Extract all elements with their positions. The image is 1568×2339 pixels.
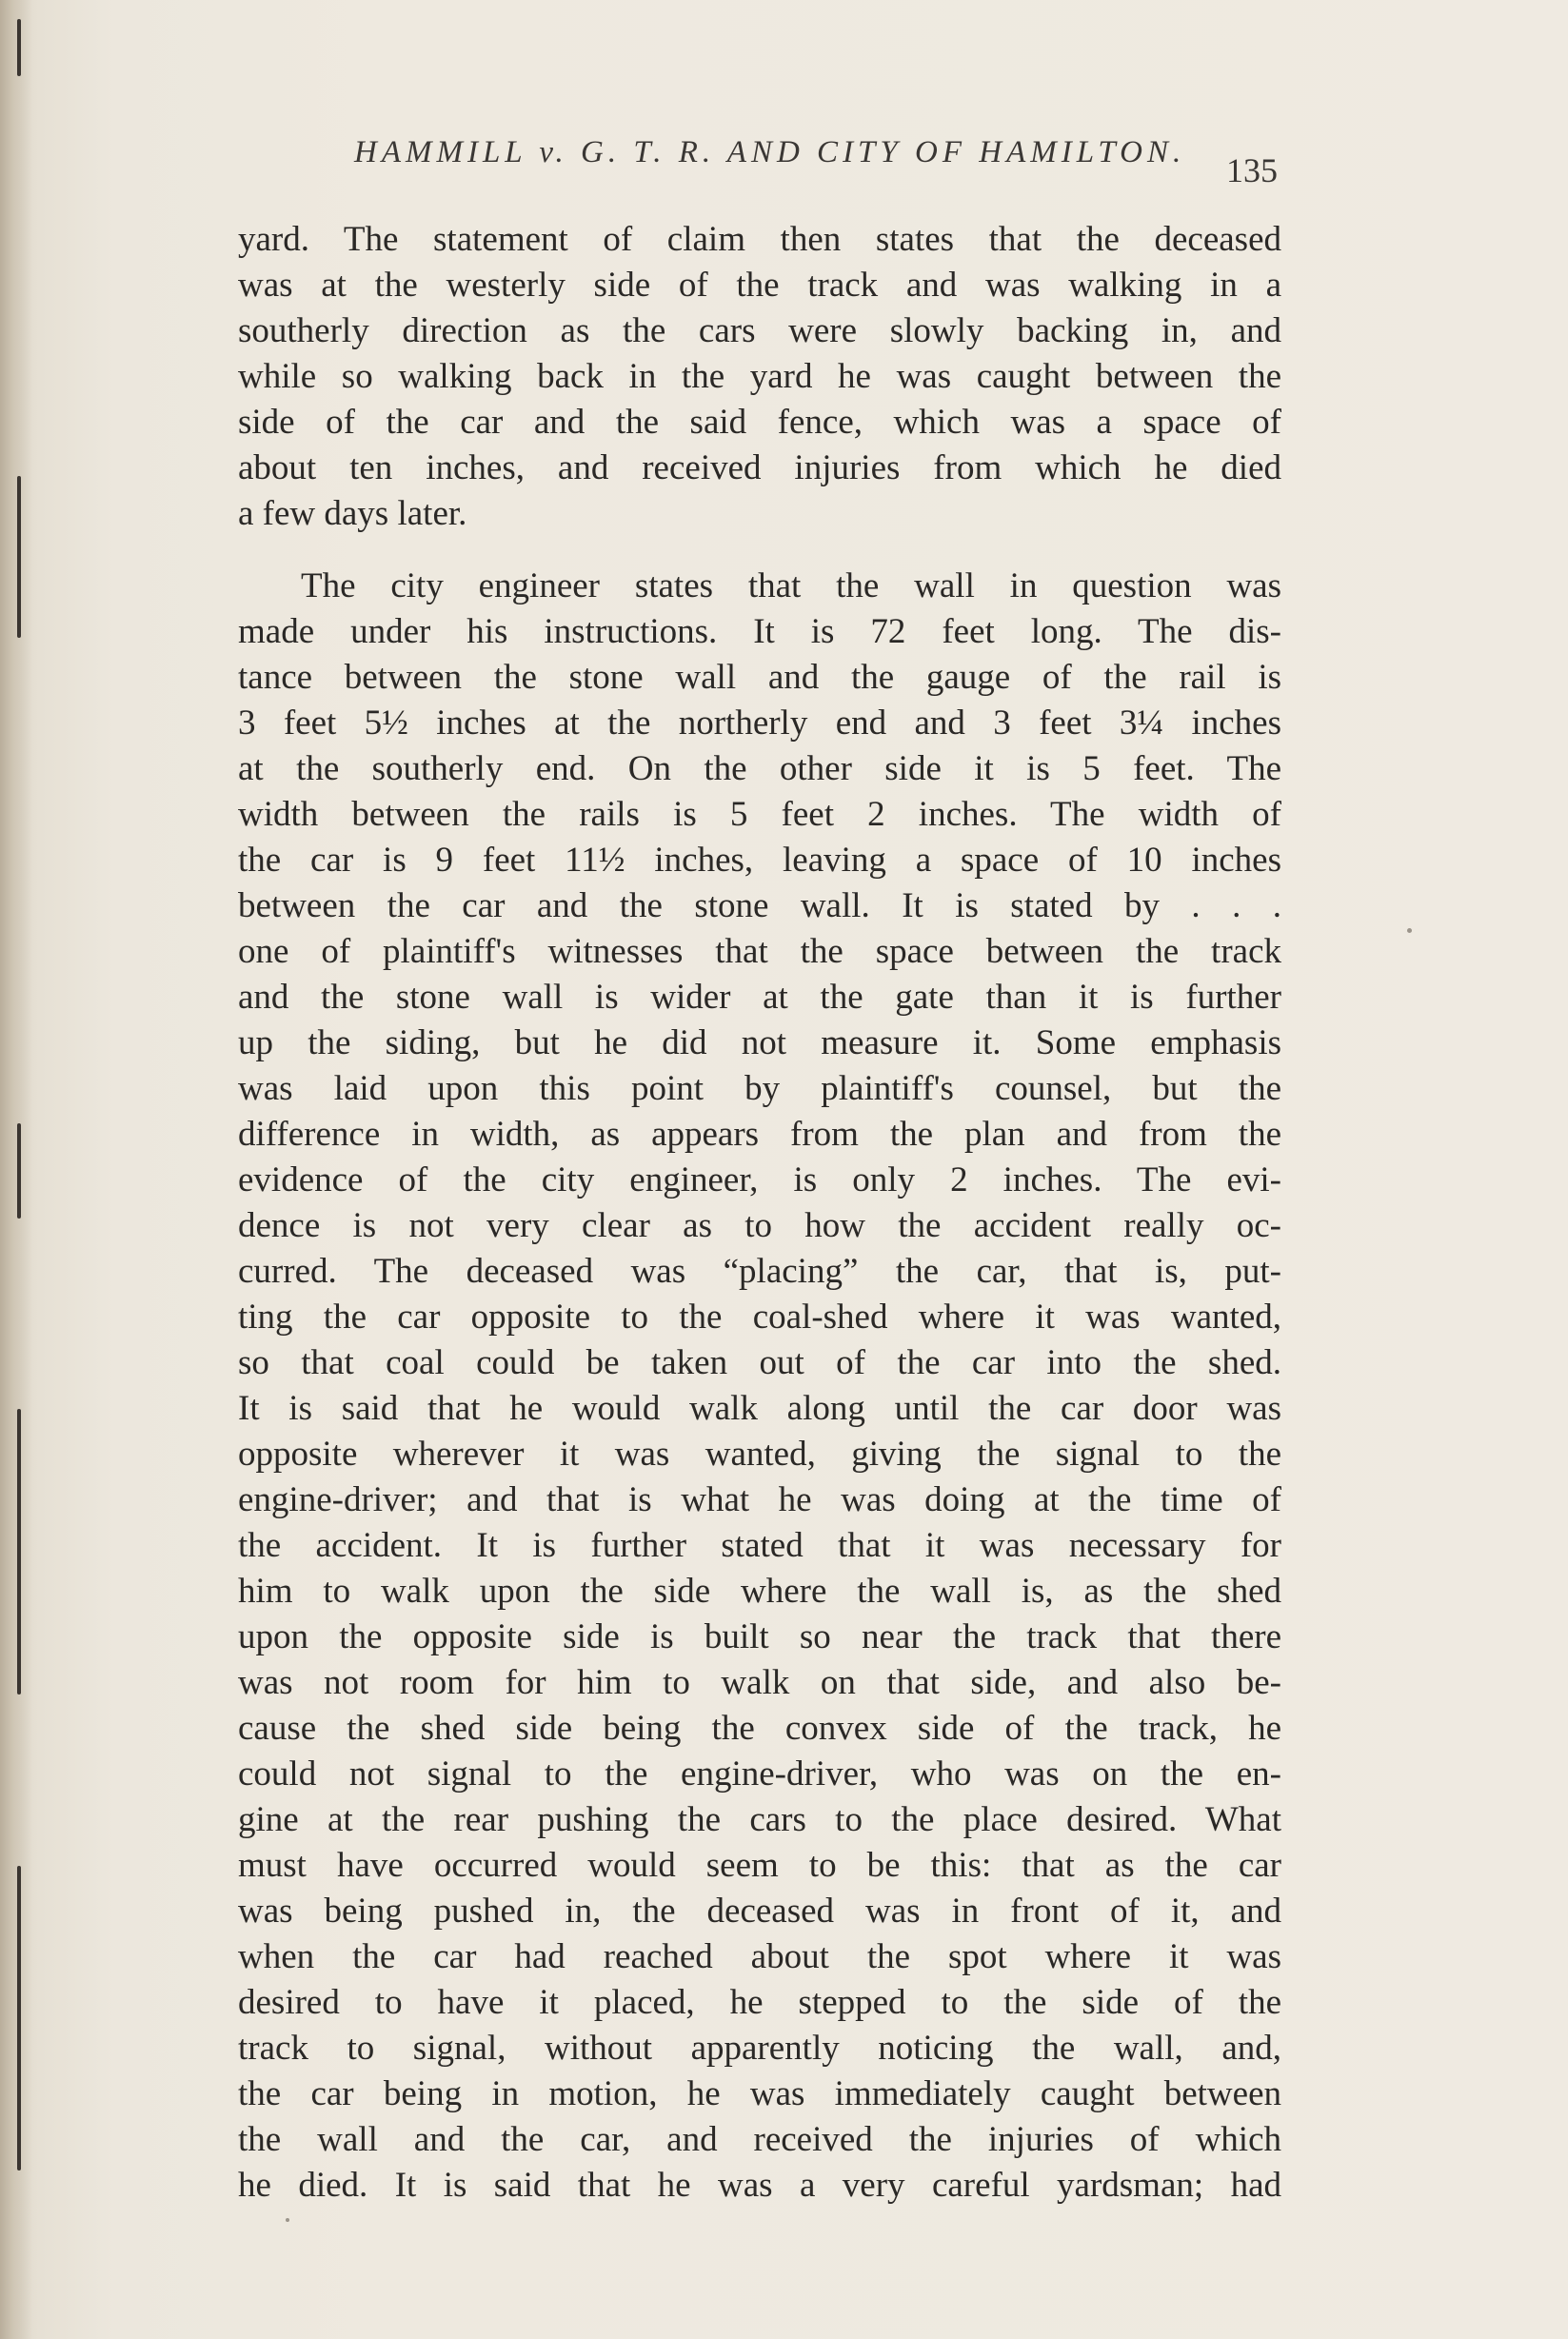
text-line: was at the westerly side of the track and was walking in a bbox=[238, 266, 1281, 305]
running-head: HAMMILL v. G. T. R. AND CITY OF HAMILTON. bbox=[354, 135, 1186, 169]
text-line: gine at the rear pushing the cars to the place desired. What bbox=[238, 1800, 1281, 1839]
paragraph bbox=[238, 564, 1281, 2209]
binding-thread-mark bbox=[17, 476, 21, 638]
text-line: about ten inches, and received injuries from which he died bbox=[238, 448, 1281, 487]
binding-gutter bbox=[0, 0, 32, 2339]
text-line: the wall and the car, and received the injuries of which bbox=[238, 2120, 1281, 2159]
text-line: width between the rails is 5 feet 2 inches. The width of bbox=[238, 795, 1281, 834]
text-line: the car is 9 feet 11½ inches, leaving a space of 10 inches bbox=[238, 841, 1281, 880]
text-line: the accident. It is further stated that it was necessary for bbox=[238, 1526, 1281, 1565]
text-line: was laid upon this point by plaintiff's counsel, but the bbox=[238, 1069, 1281, 1108]
paper-speck bbox=[1407, 928, 1412, 933]
text-line: and the stone wall is wider at the gate than it is further bbox=[238, 978, 1281, 1017]
text-line: when the car had reached about the spot where it was bbox=[238, 1937, 1281, 1976]
text-line: cause the shed side being the convex side of the track, he bbox=[238, 1709, 1281, 1748]
text-line: one of plaintiff's witnesses that the space between the track bbox=[238, 932, 1281, 971]
text-line: was being pushed in, the deceased was in front of it, and bbox=[238, 1892, 1281, 1931]
text-line: ting the car opposite to the coal-shed where it was wanted, bbox=[238, 1298, 1281, 1337]
text-line: between the car and the stone wall. It is stated by . . . bbox=[238, 886, 1281, 925]
text-line: side of the car and the said fence, which was a space of bbox=[238, 403, 1281, 442]
text-line: could not signal to the engine-driver, who was on the en- bbox=[238, 1754, 1281, 1794]
text-line: difference in width, as appears from the plan and from the bbox=[238, 1115, 1281, 1154]
text-line: 3 feet 5½ inches at the northerly end and 3 feet 3¼ inches bbox=[238, 704, 1281, 743]
text-line: must have occurred would seem to be this: that as the car bbox=[238, 1846, 1281, 1885]
body-text bbox=[238, 217, 1281, 2209]
text-line: It is said that he would walk along until the car door was bbox=[238, 1389, 1281, 1428]
page-number: 135 bbox=[1226, 151, 1278, 189]
text-line: upon the opposite side is built so near the track that there bbox=[238, 1617, 1281, 1656]
text-line: engine-driver; and that is what he was doing at the time of bbox=[238, 1480, 1281, 1519]
text-line: opposite wherever it was wanted, giving the signal to the bbox=[238, 1435, 1281, 1474]
text-line: curred. The deceased was “placing” the car, that is, put- bbox=[238, 1252, 1281, 1291]
text-line: at the southerly end. On the other side it is 5 feet. The bbox=[238, 749, 1281, 788]
paper-speck bbox=[286, 2218, 289, 2222]
text-line: dence is not very clear as to how the accident really oc- bbox=[238, 1206, 1281, 1245]
text-line: made under his instructions. It is 72 feet long. The dis- bbox=[238, 612, 1281, 651]
text-line: track to signal, without apparently noticing the wall, and, bbox=[238, 2029, 1281, 2068]
text-line: was not room for him to walk on that side, and also be- bbox=[238, 1663, 1281, 1702]
text-line: up the siding, but he did not measure it. Some emphasis bbox=[238, 1023, 1281, 1062]
binding-thread-mark bbox=[17, 1409, 21, 1695]
text-line: tance between the stone wall and the gauge of the rail is bbox=[238, 658, 1281, 697]
text-line: so that coal could be taken out of the car into the shed. bbox=[238, 1343, 1281, 1382]
text-line: a few days later. bbox=[238, 494, 467, 533]
text-line: yard. The statement of claim then states that the deceased bbox=[238, 220, 1281, 259]
text-line: him to walk upon the side where the wall is, as the shed bbox=[238, 1572, 1281, 1611]
text-line: the car being in motion, he was immediately caught between bbox=[238, 2074, 1281, 2113]
binding-thread-mark bbox=[17, 1866, 21, 2171]
text-line: he died. It is said that he was a very careful yardsman; had bbox=[238, 2166, 1281, 2205]
paragraph bbox=[238, 217, 1281, 537]
text-line: desired to have it placed, he stepped to the side of the bbox=[238, 1983, 1281, 2022]
text-line: The city engineer states that the wall in question was bbox=[301, 566, 1281, 605]
text-line: while so walking back in the yard he was caught between the bbox=[238, 357, 1281, 396]
text-line: southerly direction as the cars were slowly backing in, and bbox=[238, 311, 1281, 350]
binding-thread-mark bbox=[17, 19, 21, 76]
text-line: evidence of the city engineer, is only 2 inches. The evi- bbox=[238, 1160, 1281, 1199]
binding-thread-mark bbox=[17, 1123, 21, 1219]
